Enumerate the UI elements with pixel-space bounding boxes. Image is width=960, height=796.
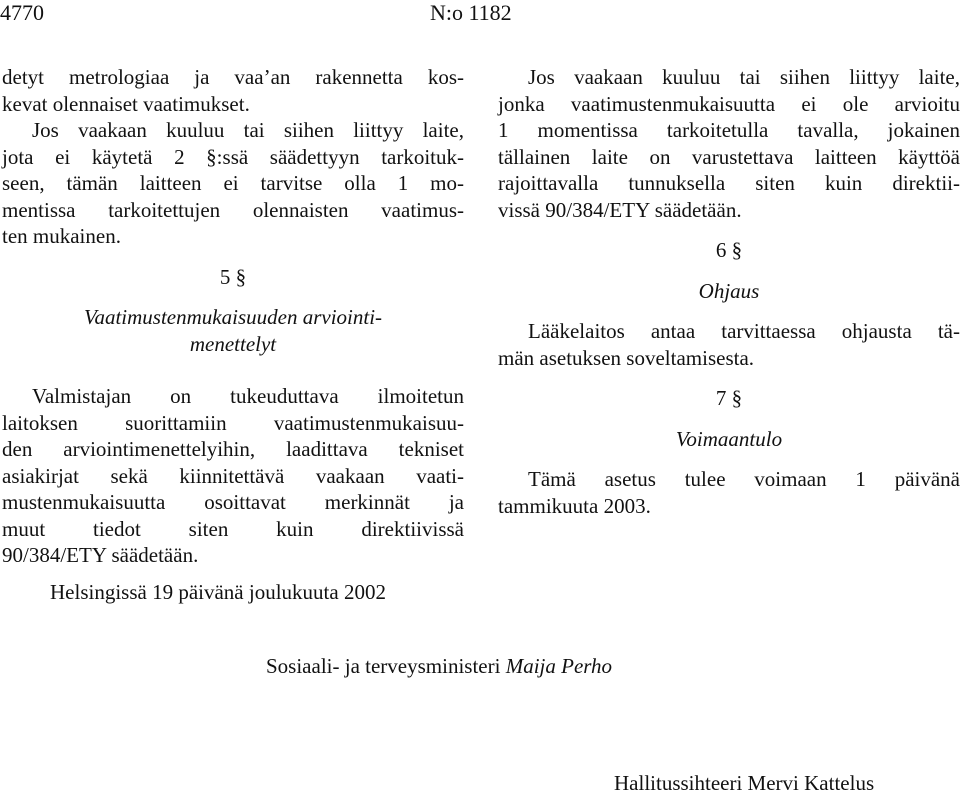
place-date: Helsingissä 19 päivänä joulukuuta 2002 — [50, 580, 386, 604]
section-7-number: 7 § — [715, 386, 743, 410]
section-5-number: 5 § — [219, 264, 247, 289]
left-column — [2, 64, 464, 569]
section-7-paragraph — [498, 466, 960, 519]
section-6-paragraph — [498, 318, 960, 371]
text-line: Lääkelaitos antaa tarvittaessa ohjausta tä- — [528, 319, 960, 343]
left-paragraph-2 — [2, 117, 464, 250]
text-line: ten mukainen. — [2, 224, 121, 248]
text-line: detyt metrologiaa ja vaa’an rakennetta kos- — [2, 65, 464, 89]
text-line: 90/384/ETY säädetään. — [2, 543, 199, 567]
minister-title: Sosiaali- ja terveysministeri — [266, 654, 501, 678]
text-line: vissä 90/384/ETY säädetään. — [498, 197, 742, 222]
text-line: Jos vaakaan kuuluu tai siihen liittyy laite, — [32, 118, 464, 142]
page-number: 4770 — [0, 0, 44, 25]
text-line: Jos vaakaan kuuluu tai siihen liittyy laite, — [528, 65, 960, 89]
section-5-heading: menettelyt — [189, 331, 277, 356]
text-line: kevat olennaiset vaatimukset. — [2, 91, 250, 116]
section-6-number: 6 § — [715, 238, 743, 262]
section-6-heading: Ohjaus — [698, 278, 760, 303]
text-line: rajoittavalla tunnuksella siten kuin direktii- — [498, 171, 960, 195]
text-line: seen, tämän laitteen ei tarvitse olla 1 mo- — [2, 171, 464, 195]
minister-signature — [266, 652, 612, 680]
text-line: laitoksen suorittamiin vaatimustenmukaisuu- — [2, 410, 464, 435]
text-line: tammikuuta 2003. — [498, 493, 651, 518]
section-5-paragraph — [2, 383, 464, 569]
text-line: asiakirjat sekä kiinnitettävä vaakaan vaati- — [2, 463, 464, 488]
text-line: män asetuksen soveltamisesta. — [498, 345, 755, 370]
text-line: den arviointimenettelyihin, laadittava tekniset — [2, 437, 464, 461]
text-line: tällainen laite on varustettava laitteen käyttöä — [498, 144, 960, 169]
text-line: Tämä asetus tulee voimaan 1 päivänä — [528, 467, 960, 491]
right-paragraph-1 — [498, 64, 960, 223]
left-paragraph-1 — [2, 64, 464, 117]
text-line: muut tiedot siten kuin direktiivissä — [2, 516, 464, 541]
statute-number: N:o 1182 — [430, 0, 512, 25]
text-line: 1 momentissa tarkoitetulla tavalla, jokainen — [498, 118, 960, 142]
text-line: mentissa tarkoitettujen olennaisten vaatimus- — [2, 197, 464, 222]
section-7-heading: Voimaantulo — [675, 426, 783, 451]
official-signature: Hallitussihteeri Mervi Kattelus — [614, 771, 875, 795]
section-5-heading: Vaatimustenmukaisuuden arviointi- — [83, 305, 383, 329]
text-line: jonka vaatimustenmukaisuutta ei ole arvioitu — [498, 91, 960, 116]
minister-name: Maija Perho — [505, 654, 613, 678]
right-column — [498, 64, 960, 519]
text-line: mustenmukaisuutta osoittavat merkinnät ja — [2, 490, 464, 514]
text-line: jota ei käytetä 2 §:ssä säädettyyn tarkoituk- — [2, 144, 464, 169]
text-line: Valmistajan on tukeuduttava ilmoitetun — [32, 384, 464, 408]
